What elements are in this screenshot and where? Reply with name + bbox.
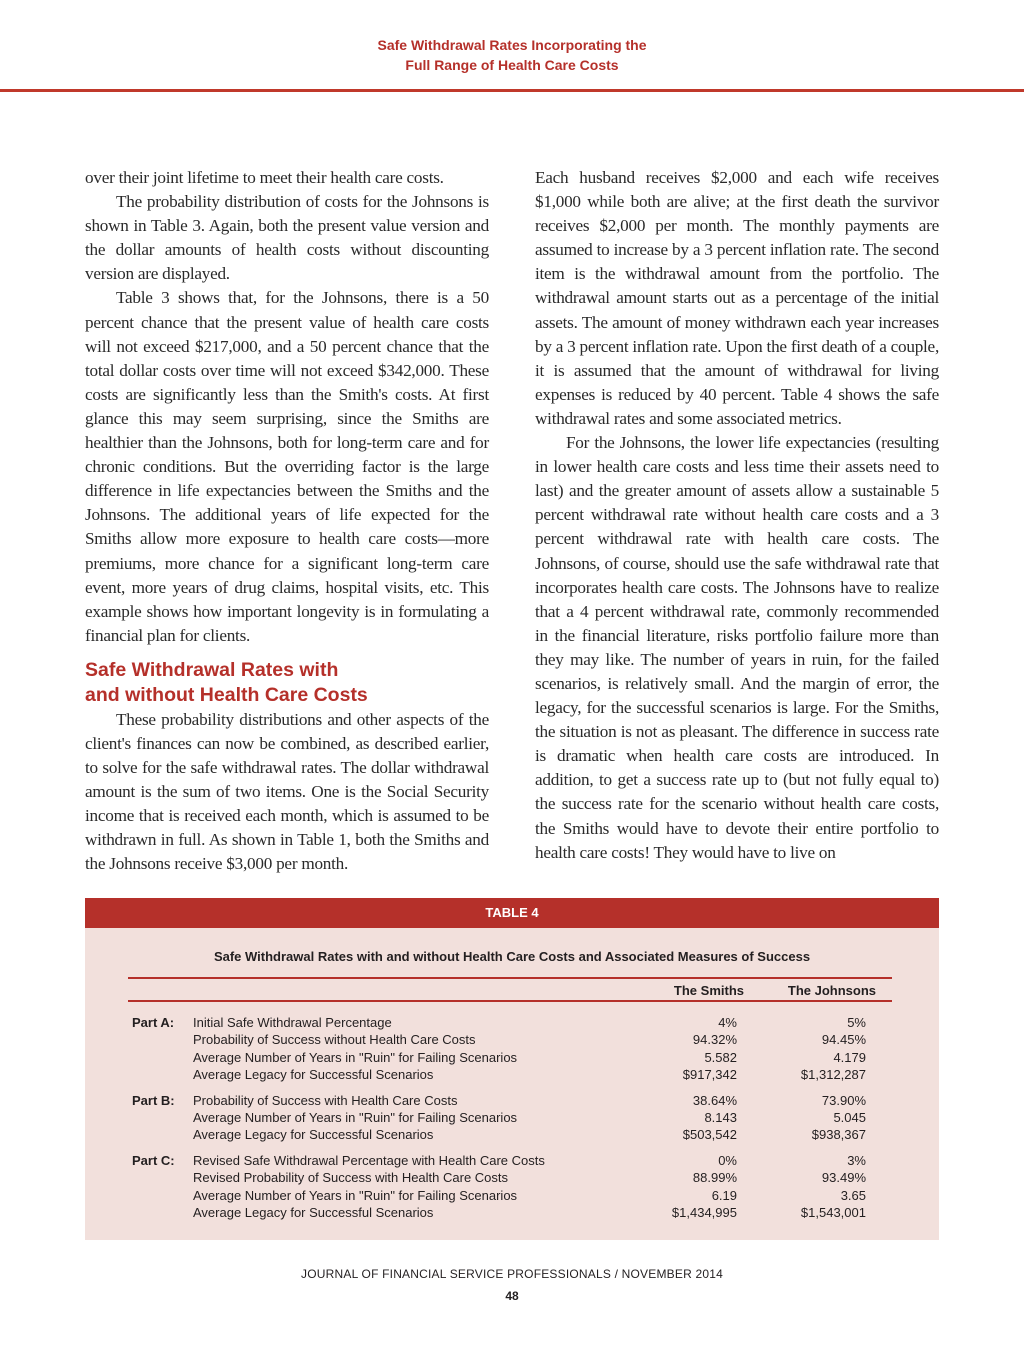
- table-row: [85, 1066, 939, 1083]
- page-number: 48: [505, 1289, 519, 1303]
- table-part: [85, 1092, 939, 1144]
- column-header-johnsons: The Johnsons: [787, 983, 876, 998]
- row-label: Probability of Success with Health Care Costs: [193, 1092, 458, 1108]
- johnsons-value: $1,312,287: [800, 1067, 866, 1083]
- smiths-value: $1,434,995: [671, 1204, 737, 1220]
- row-label: Revised Safe Withdrawal Percentage with Health Care Costs: [193, 1152, 545, 1168]
- table-part: [85, 1014, 939, 1084]
- row-label: Revised Probability of Success with Health Care Costs: [193, 1170, 509, 1186]
- johnsons-value: 3%: [847, 1152, 866, 1168]
- johnsons-value: $1,543,001: [800, 1204, 866, 1220]
- johnsons-value: 5.045: [833, 1109, 866, 1125]
- smiths-value: $917,342: [682, 1067, 737, 1083]
- smiths-value: 88.99%: [692, 1170, 737, 1186]
- row-label: Average Number of Years in "Ruin" for Failing Scenarios: [193, 1187, 518, 1203]
- running-header: [0, 35, 1024, 75]
- table-title: Safe Withdrawal Rates with and without Health Care Costs and Associated Measures of Success: [213, 949, 811, 964]
- johnsons-value: 5%: [847, 1015, 866, 1030]
- table-4: [85, 898, 939, 1240]
- johnsons-value: $938,367: [811, 1127, 866, 1143]
- table-row: [85, 1014, 939, 1031]
- row-label: Average Number of Years in "Ruin" for Failing Scenarios: [193, 1109, 518, 1125]
- smiths-value: 6.19: [711, 1187, 737, 1203]
- section-heading: [85, 658, 489, 708]
- table-row: [85, 1109, 939, 1126]
- row-label: Average Number of Years in "Ruin" for Failing Scenarios: [193, 1049, 518, 1065]
- paragraph: Each husband receives $2,000 and each wife receives $1,000 while both are alive; at the first death the survivor receives $2,000 per month. The monthly payments are assumed to increase by a 3 percent inflation rate. The second item is the withdrawal amount from the portfolio. The withdrawal amount starts out as a percentage of the initial assets. The amount of money withdrawn each year increases by a 3 percent inflation rate. Upon the first death of a couple, it is assumed that the amount of withdrawal for living expenses is reduced by 40 percent. Table 4 shows the safe withdrawal rates and some associated metrics.: [535, 168, 939, 428]
- johnsons-value: 4.179: [833, 1049, 866, 1065]
- smiths-value: 38.64%: [692, 1092, 737, 1108]
- smiths-value: 5.582: [704, 1049, 737, 1065]
- paragraph: Table 3 shows that, for the Johnsons, there is a 50 percent chance that the present value of health care costs will not exceed $217,000, and a 50 percent chance that the total dollar costs over time will not exceed $342,000. These costs are significantly less than the Smith's costs. At first glance this may seem surprising, since the Smiths are healthier than the Johnsons, both for long-term care and for chronic conditions. But the overriding factor is the large difference in life expectancies between the Smiths and the Johnsons. The additional years of life expected for the Smiths allow more exposure to health care costs—more premiums, more chance for a significant long-term care event, more years of drug claims, hospital visits, etc. This example shows how important longevity is in formulating a financial plan for clients.: [85, 288, 489, 645]
- right-column: [535, 166, 939, 865]
- table-row: [85, 1152, 939, 1169]
- row-label: Average Legacy for Successful Scenarios: [193, 1127, 434, 1143]
- row-label: Average Legacy for Successful Scenarios: [193, 1067, 434, 1083]
- section-heading-line1: Safe Withdrawal Rates with: [85, 658, 339, 681]
- left-column: [85, 166, 489, 877]
- section-heading-line2: and without Health Care Costs: [85, 683, 368, 706]
- table-row: [85, 1092, 939, 1109]
- johnsons-value: 93.49%: [821, 1170, 866, 1186]
- table-row: [85, 1204, 939, 1221]
- johnsons-value: 3.65: [840, 1187, 866, 1203]
- row-label: Probability of Success without Health Care Costs: [193, 1032, 476, 1048]
- part-label: Part A:: [132, 1015, 175, 1030]
- table-band: TABLE 4: [85, 898, 939, 928]
- row-label: Average Legacy for Successful Scenarios: [193, 1204, 434, 1220]
- part-label: Part C:: [132, 1152, 175, 1168]
- paragraph: The probability distribution of costs for the Johnsons is shown in Table 3. Again, both the present value version and the dollar amounts of health costs without discounting version are displayed.: [85, 192, 489, 284]
- running-header-line1: Safe Withdrawal Rates Incorporating the: [377, 37, 647, 53]
- table-rule-top: [128, 977, 892, 979]
- paragraph: For the Johnsons, the lower life expectancies (resulting in lower health care costs and less time their assets need to last) and the greater amount of assets allow a sustainable 5 percent withdrawal rate without health care costs and a 3 percent withdrawal rate with health care costs. The Johnsons, of course, should use the safe withdrawal rate that incorporates health care costs. The Johnsons have to realize that a 4 percent withdrawal rate, commonly recommended in the financial literature, risks portfolio failure more than they may like. The number of years in ruin, for the failed scenarios, is relatively small. And the margin of error, the legacy, for the successful scenarios is large. For the Smiths, the situation is not as pleasant. The difference in success rate is dramatic when health care costs are introduced. In addition, to get a success rate up to (but not fully equal to) the success rate for the scenario without health care costs, the Smiths would have to devote their entire portfolio to health care costs! They would have to live on: [535, 433, 939, 862]
- smiths-value: 94.32%: [692, 1032, 737, 1048]
- smiths-value: 8.143: [704, 1109, 737, 1125]
- table-row: [85, 1049, 939, 1066]
- paragraph: over their joint lifetime to meet their health care costs.: [85, 168, 444, 187]
- johnsons-value: 73.90%: [821, 1092, 866, 1108]
- table-row: [85, 1126, 939, 1143]
- table-part: [85, 1152, 939, 1222]
- smiths-value: $503,542: [682, 1127, 737, 1143]
- paragraph: These probability distributions and other aspects of the client's finances can now be combined, as described earlier, to solve for the safe withdrawal rates. The dollar withdrawal amount is the sum of two items. One is the Social Security income that is received each month, which is assumed to be withdrawn in full. As shown in Table 1, both the Smiths and the Johnsons receive $3,000 per month.: [85, 709, 489, 874]
- row-label: Initial Safe Withdrawal Percentage: [193, 1015, 392, 1030]
- smiths-value: 0%: [718, 1152, 737, 1168]
- table-row: [85, 1187, 939, 1204]
- table-row: [85, 1169, 939, 1186]
- table-body: [85, 1014, 939, 1229]
- table-rule-header: [128, 1000, 892, 1002]
- running-header-line2: Full Range of Health Care Costs: [405, 57, 619, 73]
- part-label: Part B:: [132, 1092, 175, 1108]
- header-rule: [0, 89, 1024, 92]
- johnsons-value: 94.45%: [821, 1032, 866, 1048]
- table-row: [85, 1031, 939, 1048]
- smiths-value: 4%: [718, 1015, 737, 1030]
- journal-footer: JOURNAL OF FINANCIAL SERVICE PROFESSIONALS / NOVEMBER 2014: [301, 1267, 723, 1281]
- column-header-smiths: The Smiths: [673, 983, 744, 998]
